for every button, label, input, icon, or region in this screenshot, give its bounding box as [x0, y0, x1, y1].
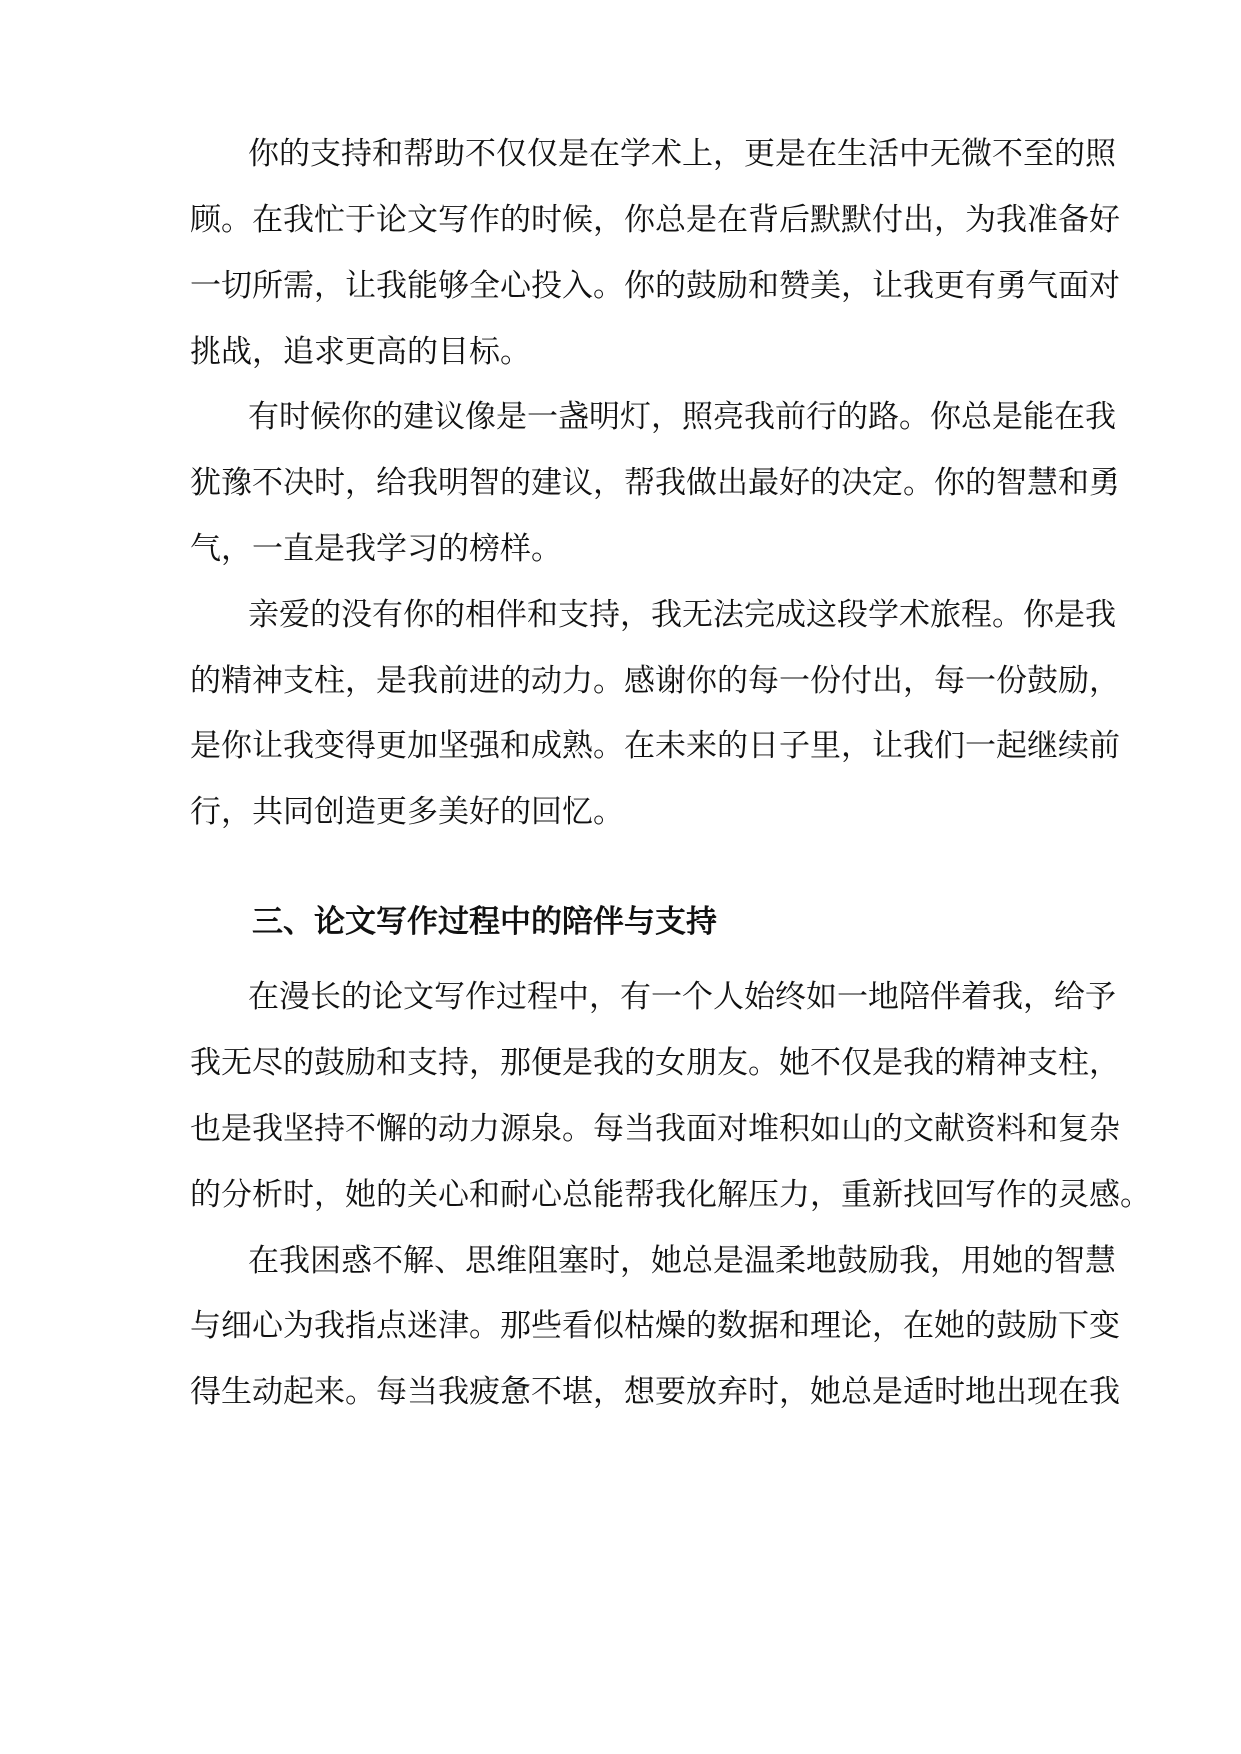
- section-heading: 三、论文写作过程中的陪伴与支持: [252, 904, 717, 940]
- paragraph-line: 与细心为我指点迷津。那些看似枯燥的数据和理论，在她的鼓励下变: [190, 1308, 1120, 1344]
- paragraph-line: 也是我坚持不懈的动力源泉。每当我面对堆积如山的文献资料和复杂: [190, 1111, 1120, 1147]
- paragraph-line: 在我困惑不解、思维阻塞时，她总是温柔地鼓励我，用她的智慧: [248, 1243, 1116, 1279]
- paragraph-line: 的精神支柱，是我前进的动力。感谢你的每一份付出，每一份鼓励，: [190, 663, 1120, 699]
- paragraph-line: 犹豫不决时，给我明智的建议，帮我做出最好的决定。你的智慧和勇: [190, 465, 1120, 501]
- paragraph-line: 挑战，追求更高的目标。: [190, 334, 531, 370]
- paragraph-line: 我无尽的鼓励和支持，那便是我的女朋友。她不仅是我的精神支柱，: [190, 1045, 1120, 1081]
- paragraph-line: 气，一直是我学习的榜样。: [190, 531, 562, 567]
- paragraph-line: 得生动起来。每当我疲惫不堪，想要放弃时，她总是适时地出现在我: [190, 1374, 1120, 1410]
- paragraph-line: 的分析时，她的关心和耐心总能帮我化解压力，重新找回写作的灵感。: [190, 1177, 1151, 1213]
- paragraph-line: 是你让我变得更加坚强和成熟。在未来的日子里，让我们一起继续前: [190, 728, 1120, 764]
- paragraph-line: 有时候你的建议像是一盏明灯，照亮我前行的路。你总是能在我: [248, 399, 1116, 435]
- paragraph-line: 亲爱的没有你的相伴和支持，我无法完成这段学术旅程。你是我: [248, 597, 1116, 633]
- paragraph-line: 在漫长的论文写作过程中，有一个人始终如一地陪伴着我，给予: [248, 979, 1116, 1015]
- paragraph-line: 一切所需，让我能够全心投入。你的鼓励和赞美，让我更有勇气面对: [190, 268, 1120, 304]
- paragraph-line: 行，共同创造更多美好的回忆。: [190, 794, 624, 830]
- paragraph-line: 顾。在我忙于论文写作的时候，你总是在背后默默付出，为我准备好: [190, 202, 1120, 238]
- paragraph-line: 你的支持和帮助不仅仅是在学术上，更是在生活中无微不至的照: [248, 136, 1116, 172]
